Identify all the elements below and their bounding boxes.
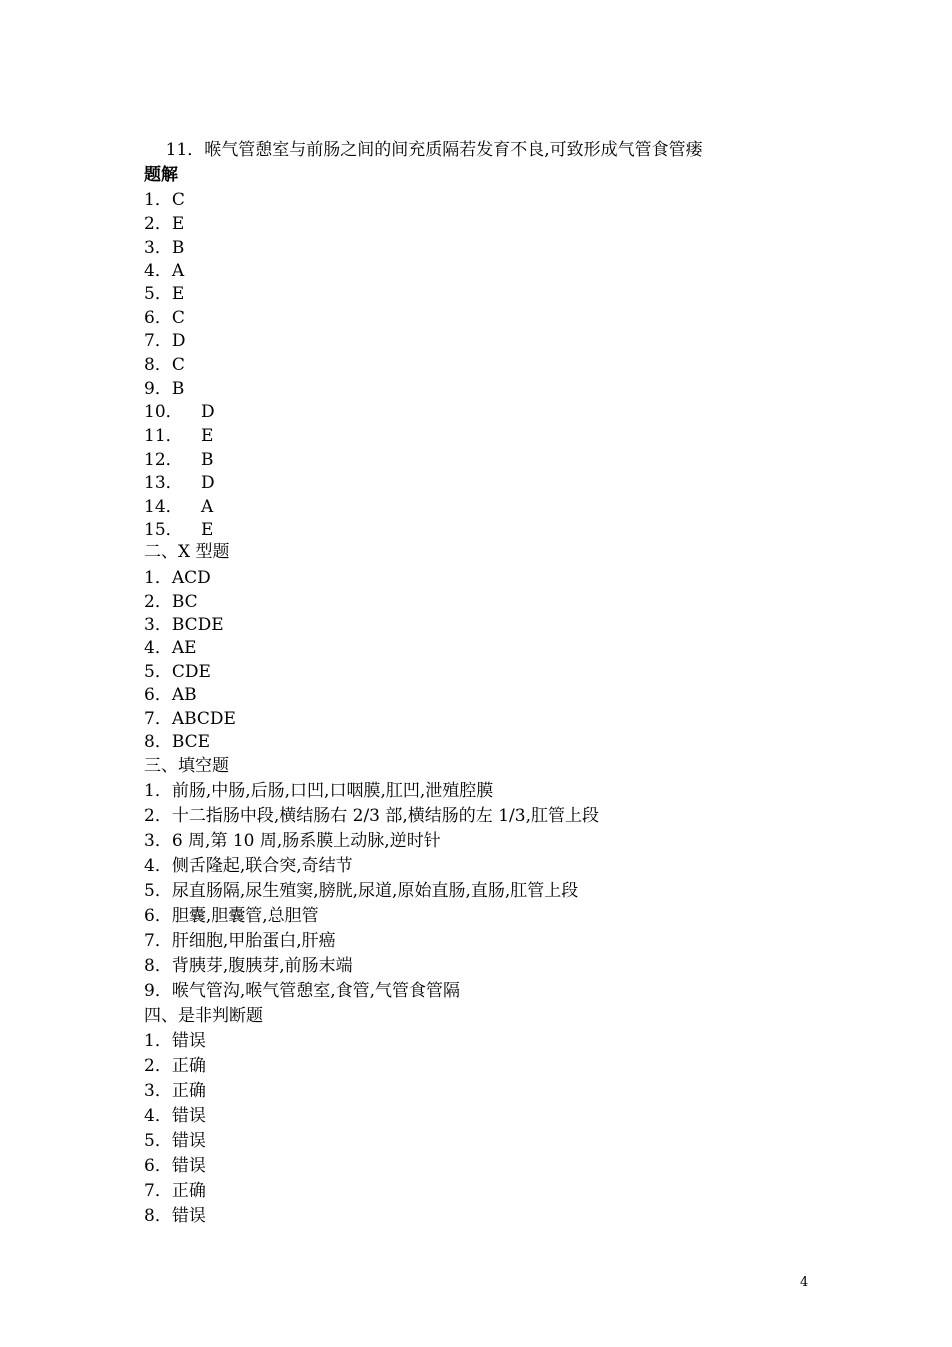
answer-value: A [201,497,214,517]
answer-number: 1． [144,190,172,210]
answer-row [144,401,215,423]
answer-row [144,472,215,494]
answer-value: 错误 [171,1206,206,1226]
answer-number: 2． [144,1056,172,1076]
answer-row [144,955,353,977]
answer-row [144,283,184,305]
answer-value: B [171,379,185,399]
answer-number: 3． [144,1081,172,1101]
answer-number: 14． [144,497,183,517]
answer-value: D [171,331,186,351]
answer-row [144,307,185,329]
answer-row [144,905,319,927]
answer-row [144,930,336,952]
answer-row [144,880,578,902]
answer-number: 12． [144,450,183,470]
answer-row [144,661,211,683]
answer-number: 2． [144,806,172,826]
answer-value: C [171,355,185,375]
answer-value: 错误 [171,1106,206,1126]
answer-number: 2． [144,592,172,612]
answer-row [144,496,213,518]
answer-value: AB [171,685,197,705]
answer-number: 10． [144,402,183,422]
answers-heading: 题解 [144,165,178,185]
answer-row [144,780,493,802]
answer-row [144,1105,206,1127]
answer-number: 8． [144,956,172,976]
answer-number: 8． [144,355,172,375]
answer-number: 9． [144,379,172,399]
answer-value: 6 周,第 10 周,肠系膜上动脉,逆时针 [171,831,441,851]
answer-row [144,980,460,1002]
section-title-x-type: 二、X 型题 [144,542,230,562]
answer-row [144,1130,206,1152]
statement-number: 11． [165,140,205,160]
answer-value: 侧舌隆起,联合突,奇结节 [171,856,353,876]
answer-number: 9． [144,981,172,1001]
answer-value: 正确 [171,1056,206,1076]
answer-value: 背胰芽,腹胰芽,前肠末端 [171,956,353,976]
answer-row [144,213,184,235]
answer-row [144,1055,206,1077]
answer-row [144,1155,206,1177]
section-title-fill-blank: 三、填空题 [144,756,229,776]
answer-row [144,637,197,659]
answer-row [144,425,213,447]
answer-value: ABCDE [171,709,236,729]
answer-value: AE [171,638,197,658]
answer-value: 尿直肠隔,尿生殖窦,膀胱,尿道,原始直肠,直肠,肛管上段 [171,881,579,901]
answer-value: BCE [171,732,211,752]
answer-row [144,519,213,541]
answer-value: E [171,214,185,234]
answer-row [144,378,184,400]
answer-value: C [171,190,185,210]
answer-number: 7． [144,331,172,351]
answer-number: 6． [144,1156,172,1176]
answer-row [144,567,211,589]
answer-number: 7． [144,931,172,951]
answer-number: 4． [144,856,172,876]
answer-row [144,189,185,211]
answer-row [144,330,185,352]
answer-value: B [171,238,185,258]
answer-value: A [171,261,185,281]
answer-number: 1． [144,781,172,801]
answer-value: 正确 [171,1181,206,1201]
page-number: 4 [800,1275,809,1290]
answer-row [144,731,210,753]
answer-row [144,684,197,706]
answer-row [144,1030,206,1052]
answer-number: 6． [144,685,172,705]
answer-value: 胆囊,胆囊管,总胆管 [171,906,319,926]
answer-value: BCDE [171,615,224,635]
section-title-true-false: 四、是非判断题 [144,1006,263,1026]
answer-value: 错误 [171,1156,206,1176]
answer-number: 3． [144,615,172,635]
answer-value: E [171,284,185,304]
answer-number: 4． [144,1106,172,1126]
answer-row [144,805,599,827]
answer-number: 1． [144,1031,172,1051]
answer-row [144,855,353,877]
answer-number: 5． [144,284,172,304]
answer-row [144,830,441,852]
answer-value: CDE [171,662,211,682]
answer-number: 5． [144,881,172,901]
answer-value: 错误 [171,1131,206,1151]
answer-number: 1． [144,568,172,588]
answer-row [144,1080,206,1102]
answer-row [144,260,184,282]
answer-number: 4． [144,261,172,281]
answer-value: 十二指肠中段,横结肠右 2/3 部,横结肠的左 1/3,肛管上段 [171,806,599,826]
answer-value: ACD [171,568,211,588]
answer-value: 错误 [171,1031,206,1051]
answer-number: 8． [144,1206,172,1226]
answer-number: 2． [144,214,172,234]
answer-value: 肝细胞,甲胎蛋白,肝癌 [171,931,336,951]
answer-number: 7． [144,709,172,729]
statement-11 [144,117,703,183]
answer-value: C [171,308,185,328]
answer-value: D [201,402,215,422]
answer-row [144,449,214,471]
answer-value: 前肠,中肠,后肠,口凹,口咽膜,肛凹,泄殖腔膜 [171,781,494,801]
answer-number: 3． [144,238,172,258]
answer-number: 3． [144,831,172,851]
answer-number: 6． [144,906,172,926]
answer-value: E [201,520,214,540]
answer-row [144,237,184,259]
answer-value: B [201,450,214,470]
answer-number: 5． [144,662,172,682]
answer-number: 8． [144,732,172,752]
answer-value: 正确 [171,1081,206,1101]
statement-text: 喉气管憩室与前肠之间的间充质隔若发育不良,可致形成气管食管瘘 [204,140,703,160]
answer-number: 13． [144,473,183,493]
answer-row [144,354,185,376]
answer-value: D [201,473,215,493]
answer-row [144,1205,206,1227]
answer-number: 15． [144,520,183,540]
answer-number: 6． [144,308,172,328]
answer-number: 4． [144,638,172,658]
answer-value: 喉气管沟,喉气管憩室,食管,气管食管隔 [171,981,461,1001]
answer-row [144,591,198,613]
answer-row [144,708,236,730]
answer-number: 7． [144,1181,172,1201]
answer-number: 11． [144,426,183,446]
answer-number: 5． [144,1131,172,1151]
answer-value: BC [171,592,198,612]
answer-row [144,614,224,636]
answer-value: E [201,426,214,446]
answer-row [144,1180,206,1202]
